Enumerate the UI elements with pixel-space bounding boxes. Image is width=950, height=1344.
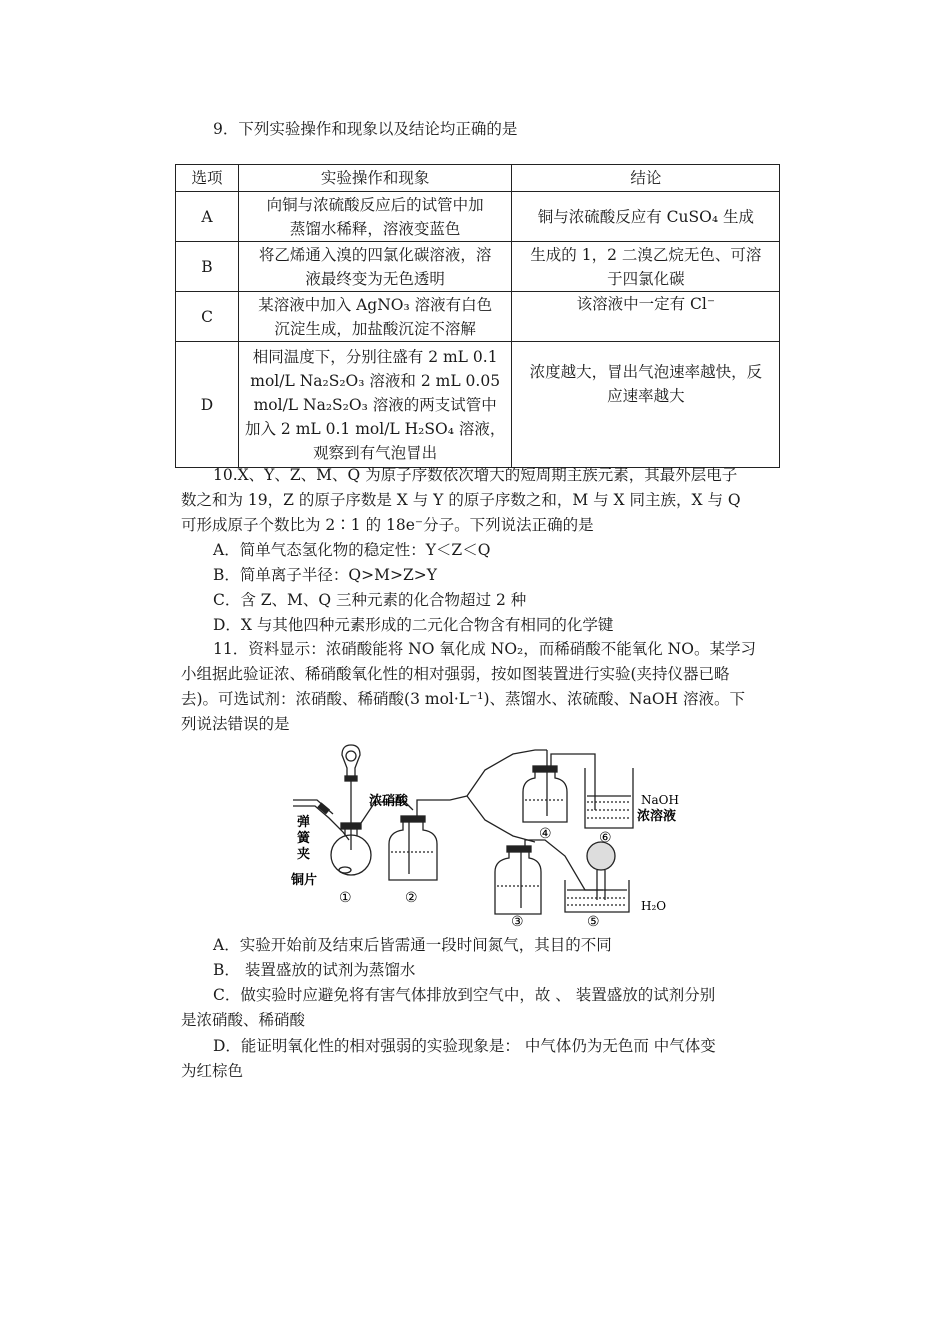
operation-line: 沉淀生成，加盐酸沉淀不溶解 <box>274 319 476 338</box>
label-number-3: ③ <box>511 914 524 930</box>
label-naoh-solution: 浓溶液 <box>637 809 677 824</box>
q11-line: 11．资料显示：浓硝酸能将 NO 氧化成 NO₂，而稀硝酸不能氧化 NO。某学习 <box>213 640 756 658</box>
operation-cell <box>239 292 512 342</box>
conclusion-cell <box>512 292 780 342</box>
operation-line: 加入 2 mL 0.1 mol/L H₂SO₄ 溶液， <box>245 419 506 438</box>
q11-option-d-cont: 为红棕色 <box>181 1062 244 1080</box>
label-conc-nitric-acid: 浓硝酸 <box>369 794 409 809</box>
spring-clip-icon <box>318 803 329 813</box>
q10-line: 数之和为 19，Z 的原子序数是 X 与 Y 的原子序数之和，M 与 X 同主族，X 与 Q <box>181 491 741 509</box>
operation-cell <box>239 242 512 292</box>
label-spring-clip: 簧 <box>297 831 311 846</box>
operation-line: 某溶液中加入 AgNO₃ 溶液有白色 <box>258 295 493 314</box>
table-row <box>176 192 780 242</box>
conclusion-line: 该溶液中一定有 Cl⁻ <box>576 295 716 313</box>
conclusion-line: 于四氯化碳 <box>607 269 685 288</box>
apparatus-figure <box>285 740 705 930</box>
option-cell: C <box>176 292 239 342</box>
conclusion-line: 铜与浓硫酸反应有 CuSO₄ 生成 <box>537 207 754 226</box>
copper-piece <box>339 867 351 873</box>
label-spring-clip: 夹 <box>297 847 311 862</box>
label-number-2: ② <box>405 890 418 906</box>
q11-option-d: D．能证明氧化性的相对强弱的实验现象是： 中气体仍为无色而 中气体变 <box>213 1037 716 1055</box>
q10-option-c: C．含 Z、M、Q 三种元素的化合物超过 2 种 <box>213 591 527 609</box>
tube-2-junction <box>417 796 467 806</box>
operation-cell <box>239 342 512 468</box>
operation-line: 相同温度下，分别往盛有 2 mL 0.1 <box>252 347 498 366</box>
conclusion-line: 浓度越大，冒出气泡速率越快，反 <box>529 363 763 381</box>
operation-line: 向铜与浓硫酸反应后的试管中加 <box>266 195 484 214</box>
label-number-1: ① <box>339 890 352 906</box>
q11-option-a: A．实验开始前及结束后皆需通一段时间氮气，其目的不同 <box>213 936 612 954</box>
label-number-5: ⑤ <box>587 914 600 930</box>
operation-cell <box>239 192 512 242</box>
label-spring-clip: 弹 <box>297 815 311 830</box>
conclusion-line: 应速率越大 <box>607 387 685 405</box>
header-operation: 实验操作和现象 <box>239 165 512 192</box>
conclusion-cell <box>512 192 780 242</box>
operation-line: mol/L Na₂S₂O₃ 溶液和 2 mL 0.05 <box>250 371 501 390</box>
q11-option-c-cont: 是浓硝酸、稀硝酸 <box>181 1011 306 1029</box>
header-conclusion: 结论 <box>512 165 780 192</box>
q10-line: 可形成原子个数比为 2∶1 的 18e⁻分子。下列说法正确的是 <box>181 516 594 534</box>
q11-line: 去)。可选试剂：浓硝酸、稀硝酸(3 mol·L⁻¹)、蒸馏水、浓硫酸、NaOH 溶液。下 <box>181 690 745 708</box>
q10-option-a: A．简单气态氢化物的稳定性：Y＜Z＜Q <box>213 541 491 559</box>
label-water: H₂O <box>641 899 667 913</box>
table-row <box>176 242 780 292</box>
conclusion-line: 生成的 1，2 二溴乙烷无色、可溶 <box>530 245 762 264</box>
operation-line: 蒸馏水稀释，溶液变蓝色 <box>289 219 461 238</box>
q9-stem: 9．下列实验操作和现象以及结论均正确的是 <box>213 120 518 138</box>
option-cell: B <box>176 242 239 292</box>
operation-line: 液最终变为无色透明 <box>305 269 445 288</box>
q11-line: 小组据此验证浓、稀硝酸氧化性的相对强弱，按如图装置进行实验(夹持仪器已略 <box>181 665 730 683</box>
gas-collector <box>587 842 615 870</box>
q10-option-d: D．X 与其他四种元素形成的二元化合物含有相同的化学键 <box>213 616 614 634</box>
conclusion-cell <box>512 242 780 292</box>
q10-option-b: B．简单离子半径：Q>M>Z>Y <box>213 566 437 584</box>
beaker-6 <box>585 768 633 828</box>
label-number-4: ④ <box>539 826 552 842</box>
operation-line: 观察到有气泡冒出 <box>313 443 438 462</box>
option-cell: D <box>176 342 239 468</box>
label-copper: 铜片 <box>291 873 318 888</box>
header-option: 选项 <box>176 165 239 192</box>
operation-line: 将乙烯通入溴的四氯化碳溶液，溶 <box>258 245 492 264</box>
q11-line: 列说法错误的是 <box>181 715 290 733</box>
label-naoh: NaOH <box>641 793 679 807</box>
q10-line: 10.X、Y、Z、M、Q 为原子序数依次增大的短周期主族元素，其最外层电子 <box>213 466 738 484</box>
separatory-funnel <box>342 745 360 780</box>
conclusion-cell <box>512 342 780 468</box>
bottle-4 <box>523 770 567 822</box>
option-cell: A <box>176 192 239 242</box>
q9-table <box>175 164 780 468</box>
tube-to-3 <box>467 796 535 842</box>
bottle-2 <box>389 820 437 880</box>
operation-line: mol/L Na₂S₂O₃ 溶液的两支试管中 <box>253 395 497 414</box>
table-header-row <box>176 165 780 192</box>
bottle-3 <box>495 850 541 914</box>
table-row <box>176 342 780 468</box>
table-row <box>176 292 780 342</box>
q11-option-b: B． 装置盛放的试剂为蒸馏水 <box>213 961 416 979</box>
label-number-6: ⑥ <box>599 830 612 846</box>
q11-option-c: C．做实验时应避免将有害气体排放到空气中，故 、 装置盛放的试剂分别 <box>213 986 716 1004</box>
